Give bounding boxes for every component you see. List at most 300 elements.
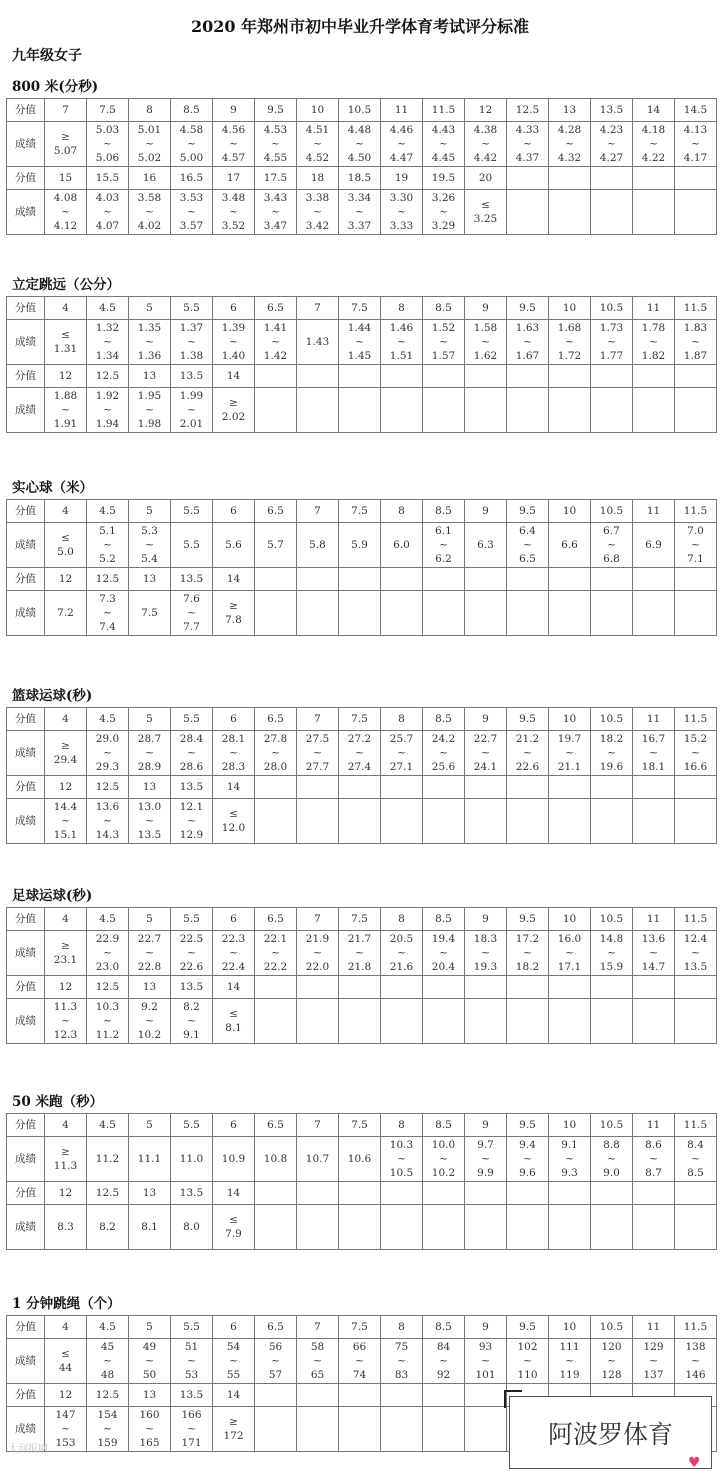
result-cell bbox=[549, 731, 591, 776]
result-cell bbox=[297, 190, 339, 235]
result-line: 11.0 bbox=[179, 1153, 204, 1165]
score-cell: 15 bbox=[45, 167, 87, 190]
result-line: 13.5 bbox=[137, 829, 162, 841]
result-line: ~ bbox=[145, 539, 154, 551]
result-cell bbox=[213, 1137, 255, 1182]
result-cell bbox=[465, 591, 507, 636]
result-cell bbox=[633, 320, 675, 365]
result-line: ~ bbox=[61, 1423, 70, 1435]
result-cell bbox=[297, 1339, 339, 1384]
result-cell bbox=[633, 591, 675, 636]
result-line: 8.2 bbox=[183, 1001, 200, 1013]
result-line: ~ bbox=[313, 206, 322, 218]
result-line: 25.6 bbox=[431, 761, 456, 773]
result-line: 22.7 bbox=[137, 933, 162, 945]
result-cell bbox=[465, 1339, 507, 1384]
result-line: ~ bbox=[61, 815, 70, 827]
result-cell bbox=[381, 1339, 423, 1384]
result-line: 8.6 bbox=[645, 1139, 662, 1151]
score-cell: 5 bbox=[129, 500, 171, 523]
score-row bbox=[7, 776, 717, 799]
score-cell: 12 bbox=[45, 976, 87, 999]
result-line: 22.7 bbox=[473, 733, 498, 745]
result-line: 28.9 bbox=[137, 761, 162, 773]
result-line: 17.1 bbox=[557, 961, 582, 973]
result-line: ~ bbox=[103, 404, 112, 416]
score-cell: 10 bbox=[297, 99, 339, 122]
result-line: 9.3 bbox=[561, 1167, 578, 1179]
result-line: 8.0 bbox=[183, 1221, 200, 1233]
score-cell bbox=[297, 1384, 339, 1407]
score-cell: 11 bbox=[633, 708, 675, 731]
result-line: 1.45 bbox=[347, 350, 372, 362]
result-line: 23.1 bbox=[53, 954, 78, 966]
result-row bbox=[7, 1137, 717, 1182]
section-title: 足球运球(秒) bbox=[12, 888, 93, 904]
result-line: 147 bbox=[55, 1409, 76, 1421]
score-cell: 13.5 bbox=[171, 1384, 213, 1407]
result-cell bbox=[45, 122, 87, 167]
result-line: ~ bbox=[649, 138, 658, 150]
score-cell bbox=[675, 776, 717, 799]
score-cell: 8 bbox=[381, 908, 423, 931]
score-cell: 7 bbox=[297, 908, 339, 931]
result-cell bbox=[633, 1339, 675, 1384]
score-cell bbox=[549, 776, 591, 799]
result-line: 1.40 bbox=[221, 350, 246, 362]
score-cell: 13.5 bbox=[171, 365, 213, 388]
score-cell bbox=[633, 1182, 675, 1205]
result-cell bbox=[129, 591, 171, 636]
result-line: ~ bbox=[691, 1153, 700, 1165]
result-row bbox=[7, 320, 717, 365]
score-cell: 9.5 bbox=[507, 297, 549, 320]
result-line: ~ bbox=[271, 138, 280, 150]
result-line: ≤ bbox=[481, 199, 490, 211]
result-line: ~ bbox=[397, 947, 406, 959]
score-cell bbox=[507, 167, 549, 190]
result-line: 7.6 bbox=[183, 593, 200, 605]
score-cell bbox=[381, 1384, 423, 1407]
result-line: 119 bbox=[559, 1369, 580, 1381]
score-cell: 6.5 bbox=[255, 500, 297, 523]
result-line: ~ bbox=[103, 815, 112, 827]
result-line: 3.33 bbox=[389, 220, 414, 232]
result-line: ~ bbox=[145, 947, 154, 959]
result-cell bbox=[339, 799, 381, 844]
result-line: ~ bbox=[355, 747, 364, 759]
result-line: 4.47 bbox=[389, 152, 414, 164]
result-line: 1.78 bbox=[641, 322, 666, 334]
score-cell: 10 bbox=[549, 500, 591, 523]
result-cell bbox=[381, 190, 423, 235]
score-cell bbox=[633, 776, 675, 799]
score-cell: 10.5 bbox=[591, 1316, 633, 1339]
result-line: 58 bbox=[310, 1341, 325, 1353]
result-line: 4.42 bbox=[473, 152, 498, 164]
score-cell: 14 bbox=[213, 365, 255, 388]
result-line: ~ bbox=[187, 947, 196, 959]
score-cell bbox=[507, 976, 549, 999]
result-line: ~ bbox=[397, 1153, 406, 1165]
result-line: ~ bbox=[523, 947, 532, 959]
result-line: ~ bbox=[523, 747, 532, 759]
result-line: 25.7 bbox=[389, 733, 414, 745]
score-cell: 5 bbox=[129, 708, 171, 731]
result-line: 53 bbox=[184, 1369, 199, 1381]
result-cell bbox=[549, 523, 591, 568]
score-cell bbox=[591, 568, 633, 591]
result-cell bbox=[297, 388, 339, 433]
result-line: ~ bbox=[145, 336, 154, 348]
result-line: 3.57 bbox=[179, 220, 204, 232]
result-line: ~ bbox=[229, 747, 238, 759]
result-line: ~ bbox=[145, 747, 154, 759]
result-line: 137 bbox=[643, 1369, 664, 1381]
result-line: 1.52 bbox=[431, 322, 456, 334]
result-cell bbox=[87, 1407, 129, 1452]
result-line: 1.83 bbox=[683, 322, 708, 334]
score-cell: 12.5 bbox=[87, 776, 129, 799]
result-cell bbox=[129, 1339, 171, 1384]
result-line: 5.7 bbox=[267, 539, 284, 551]
result-cell bbox=[423, 931, 465, 976]
score-row bbox=[7, 976, 717, 999]
result-line: ~ bbox=[103, 1015, 112, 1027]
result-cell bbox=[381, 731, 423, 776]
score-cell: 12 bbox=[45, 1182, 87, 1205]
score-row bbox=[7, 167, 717, 190]
result-row bbox=[7, 1339, 717, 1384]
score-cell: 13 bbox=[129, 568, 171, 591]
result-line: 4.37 bbox=[515, 152, 540, 164]
result-cell bbox=[591, 1137, 633, 1182]
score-cell: 6.5 bbox=[255, 297, 297, 320]
result-line: 28.4 bbox=[179, 733, 204, 745]
result-line: ~ bbox=[229, 1355, 238, 1367]
score-cell: 11 bbox=[633, 1316, 675, 1339]
result-cell bbox=[297, 320, 339, 365]
result-cell bbox=[591, 591, 633, 636]
result-cell bbox=[171, 190, 213, 235]
score-cell bbox=[465, 365, 507, 388]
result-line: ~ bbox=[523, 336, 532, 348]
score-cell: 15.5 bbox=[87, 167, 129, 190]
result-line: 21.6 bbox=[389, 961, 414, 973]
result-cell bbox=[381, 1205, 423, 1250]
result-line: 5.07 bbox=[53, 145, 78, 157]
score-cell bbox=[339, 776, 381, 799]
score-cell: 7.5 bbox=[339, 908, 381, 931]
score-cell bbox=[633, 167, 675, 190]
score-cell: 4.5 bbox=[87, 708, 129, 731]
result-line: 9.1 bbox=[561, 1139, 578, 1151]
result-line: 11.1 bbox=[137, 1153, 162, 1165]
result-line: ~ bbox=[145, 404, 154, 416]
result-label: 成绩 bbox=[7, 999, 45, 1044]
result-label: 成绩 bbox=[7, 523, 45, 568]
score-cell: 9.5 bbox=[507, 708, 549, 731]
result-line: ~ bbox=[229, 206, 238, 218]
score-cell: 19.5 bbox=[423, 167, 465, 190]
result-cell bbox=[213, 122, 255, 167]
result-cell bbox=[129, 799, 171, 844]
score-label: 分值 bbox=[7, 297, 45, 320]
score-table bbox=[6, 907, 717, 1044]
result-line: 8.1 bbox=[141, 1221, 158, 1233]
result-cell bbox=[675, 122, 717, 167]
result-cell bbox=[255, 1407, 297, 1452]
result-line: 27.1 bbox=[389, 761, 414, 773]
result-line: ~ bbox=[145, 1015, 154, 1027]
result-line: 18.2 bbox=[515, 961, 540, 973]
result-cell bbox=[507, 999, 549, 1044]
score-cell: 12.5 bbox=[87, 976, 129, 999]
result-line: ≤ bbox=[61, 1348, 70, 1360]
score-cell: 6 bbox=[213, 1114, 255, 1137]
score-table bbox=[6, 296, 717, 433]
result-line: ~ bbox=[313, 138, 322, 150]
result-cell bbox=[675, 999, 717, 1044]
result-cell bbox=[549, 999, 591, 1044]
result-line: ~ bbox=[607, 336, 616, 348]
result-line: 45 bbox=[100, 1341, 115, 1353]
score-cell: 20 bbox=[465, 167, 507, 190]
score-cell: 13.5 bbox=[171, 976, 213, 999]
score-cell: 13 bbox=[549, 99, 591, 122]
result-line: 22.1 bbox=[263, 933, 288, 945]
result-line: 14.3 bbox=[95, 829, 120, 841]
score-cell: 6 bbox=[213, 908, 255, 931]
result-cell bbox=[339, 523, 381, 568]
result-line: ~ bbox=[607, 947, 616, 959]
result-cell bbox=[171, 591, 213, 636]
result-line: 5.1 bbox=[99, 525, 116, 537]
result-cell bbox=[45, 1407, 87, 1452]
score-cell: 7 bbox=[45, 99, 87, 122]
result-line: ~ bbox=[355, 1355, 364, 1367]
result-cell bbox=[129, 1407, 171, 1452]
score-cell: 6.5 bbox=[255, 908, 297, 931]
score-cell bbox=[465, 976, 507, 999]
result-line: 12.1 bbox=[179, 801, 204, 813]
score-cell bbox=[297, 976, 339, 999]
result-cell bbox=[507, 799, 549, 844]
result-line: 14.7 bbox=[641, 961, 666, 973]
result-cell bbox=[633, 731, 675, 776]
score-cell: 18.5 bbox=[339, 167, 381, 190]
result-line: ~ bbox=[355, 206, 364, 218]
result-cell bbox=[423, 122, 465, 167]
score-cell bbox=[339, 365, 381, 388]
result-cell bbox=[675, 388, 717, 433]
result-cell bbox=[465, 190, 507, 235]
result-line: 3.37 bbox=[347, 220, 372, 232]
result-cell bbox=[255, 190, 297, 235]
score-cell: 8.5 bbox=[171, 99, 213, 122]
score-cell: 14 bbox=[213, 568, 255, 591]
result-line: 83 bbox=[394, 1369, 409, 1381]
result-cell bbox=[381, 999, 423, 1044]
result-line: 7.1 bbox=[687, 553, 704, 565]
result-line: 5.3 bbox=[141, 525, 158, 537]
result-cell bbox=[675, 731, 717, 776]
result-cell bbox=[591, 799, 633, 844]
result-cell bbox=[591, 122, 633, 167]
result-cell bbox=[45, 731, 87, 776]
result-line: ~ bbox=[187, 138, 196, 150]
result-line: 5.2 bbox=[99, 553, 116, 565]
score-label: 分值 bbox=[7, 1114, 45, 1137]
result-cell bbox=[423, 1137, 465, 1182]
score-cell: 14 bbox=[213, 1384, 255, 1407]
result-cell bbox=[423, 799, 465, 844]
result-cell bbox=[87, 122, 129, 167]
result-cell bbox=[465, 122, 507, 167]
result-line: 75 bbox=[394, 1341, 409, 1353]
result-line: 1.72 bbox=[557, 350, 582, 362]
result-line: 22.5 bbox=[179, 933, 204, 945]
result-line: 159 bbox=[97, 1437, 118, 1449]
result-line: 1.32 bbox=[95, 322, 120, 334]
result-cell bbox=[297, 523, 339, 568]
score-cell: 9 bbox=[465, 1316, 507, 1339]
result-line: ~ bbox=[439, 206, 448, 218]
result-cell bbox=[591, 1339, 633, 1384]
result-cell bbox=[297, 731, 339, 776]
result-line: 3.53 bbox=[179, 192, 204, 204]
result-line: ~ bbox=[607, 1355, 616, 1367]
score-cell bbox=[255, 776, 297, 799]
result-cell bbox=[339, 999, 381, 1044]
section-title: 实心球（米） bbox=[12, 480, 93, 496]
result-line: 8.8 bbox=[603, 1139, 620, 1151]
result-cell bbox=[129, 122, 171, 167]
result-label: 成绩 bbox=[7, 122, 45, 167]
result-line: 9.7 bbox=[477, 1139, 494, 1151]
result-cell bbox=[213, 999, 255, 1044]
result-cell bbox=[297, 1205, 339, 1250]
result-line: ~ bbox=[355, 336, 364, 348]
score-row bbox=[7, 365, 717, 388]
result-line: 22.3 bbox=[221, 933, 246, 945]
result-line: ≥ bbox=[61, 1146, 70, 1158]
result-line: 154 bbox=[97, 1409, 118, 1421]
result-line: ~ bbox=[313, 947, 322, 959]
result-line: ~ bbox=[61, 206, 70, 218]
score-row bbox=[7, 908, 717, 931]
score-row bbox=[7, 500, 717, 523]
result-line: 5.01 bbox=[137, 124, 162, 136]
score-cell bbox=[339, 1182, 381, 1205]
result-cell bbox=[507, 731, 549, 776]
score-cell: 10.5 bbox=[591, 908, 633, 931]
score-cell: 12.5 bbox=[87, 365, 129, 388]
result-line: 3.48 bbox=[221, 192, 246, 204]
result-cell bbox=[633, 1205, 675, 1250]
score-cell: 9 bbox=[213, 99, 255, 122]
score-label: 分值 bbox=[7, 365, 45, 388]
result-line: 6.8 bbox=[603, 553, 620, 565]
result-line: 93 bbox=[478, 1341, 493, 1353]
score-cell: 11.5 bbox=[675, 1114, 717, 1137]
score-cell bbox=[507, 1182, 549, 1205]
result-line: 9.6 bbox=[519, 1167, 536, 1179]
result-line: ~ bbox=[523, 539, 532, 551]
result-line: ~ bbox=[61, 1015, 70, 1027]
result-line: 5.06 bbox=[95, 152, 120, 164]
result-line: 3.42 bbox=[305, 220, 330, 232]
result-line: ~ bbox=[187, 1355, 196, 1367]
result-cell bbox=[45, 1205, 87, 1250]
result-line: ≤ bbox=[229, 808, 238, 820]
result-line: 4.32 bbox=[557, 152, 582, 164]
result-line: ~ bbox=[565, 1355, 574, 1367]
result-cell bbox=[549, 931, 591, 976]
score-cell: 8 bbox=[381, 1316, 423, 1339]
score-cell: 10 bbox=[549, 908, 591, 931]
score-cell: 8 bbox=[381, 1114, 423, 1137]
result-line: ~ bbox=[187, 404, 196, 416]
score-cell: 10.5 bbox=[591, 1114, 633, 1137]
result-cell bbox=[507, 388, 549, 433]
result-cell bbox=[339, 122, 381, 167]
result-line: ~ bbox=[481, 138, 490, 150]
result-line: 7.2 bbox=[57, 607, 74, 619]
result-line: 1.91 bbox=[53, 418, 78, 430]
result-line: ~ bbox=[271, 947, 280, 959]
score-cell bbox=[507, 568, 549, 591]
score-label: 分值 bbox=[7, 1316, 45, 1339]
score-cell: 17 bbox=[213, 167, 255, 190]
score-cell bbox=[591, 167, 633, 190]
result-line: 1.88 bbox=[53, 390, 78, 402]
result-line: 4.55 bbox=[263, 152, 288, 164]
score-cell bbox=[675, 365, 717, 388]
result-line: 4.45 bbox=[431, 152, 456, 164]
result-cell bbox=[507, 190, 549, 235]
result-cell bbox=[45, 999, 87, 1044]
result-line: ~ bbox=[187, 1423, 196, 1435]
result-line: ~ bbox=[691, 539, 700, 551]
result-line: 6.5 bbox=[519, 553, 536, 565]
result-line: 20.5 bbox=[389, 933, 414, 945]
result-cell bbox=[507, 122, 549, 167]
result-line: ~ bbox=[397, 336, 406, 348]
result-cell bbox=[255, 523, 297, 568]
result-line: ≤ bbox=[229, 1008, 238, 1020]
result-line: 1.58 bbox=[473, 322, 498, 334]
result-cell bbox=[465, 1205, 507, 1250]
result-line: 1.73 bbox=[599, 322, 624, 334]
result-line: 28.6 bbox=[179, 761, 204, 773]
result-cell bbox=[45, 931, 87, 976]
score-cell: 11 bbox=[633, 908, 675, 931]
result-cell bbox=[171, 1205, 213, 1250]
result-line: 7.8 bbox=[225, 614, 242, 626]
score-cell: 10 bbox=[549, 297, 591, 320]
result-cell bbox=[633, 523, 675, 568]
result-line: 23.0 bbox=[95, 961, 120, 973]
result-cell bbox=[633, 1137, 675, 1182]
score-cell bbox=[591, 776, 633, 799]
result-line: ~ bbox=[481, 747, 490, 759]
result-cell bbox=[591, 388, 633, 433]
result-line: 8.3 bbox=[57, 1221, 74, 1233]
score-cell: 6 bbox=[213, 1316, 255, 1339]
result-cell bbox=[381, 799, 423, 844]
score-cell: 12 bbox=[45, 1384, 87, 1407]
